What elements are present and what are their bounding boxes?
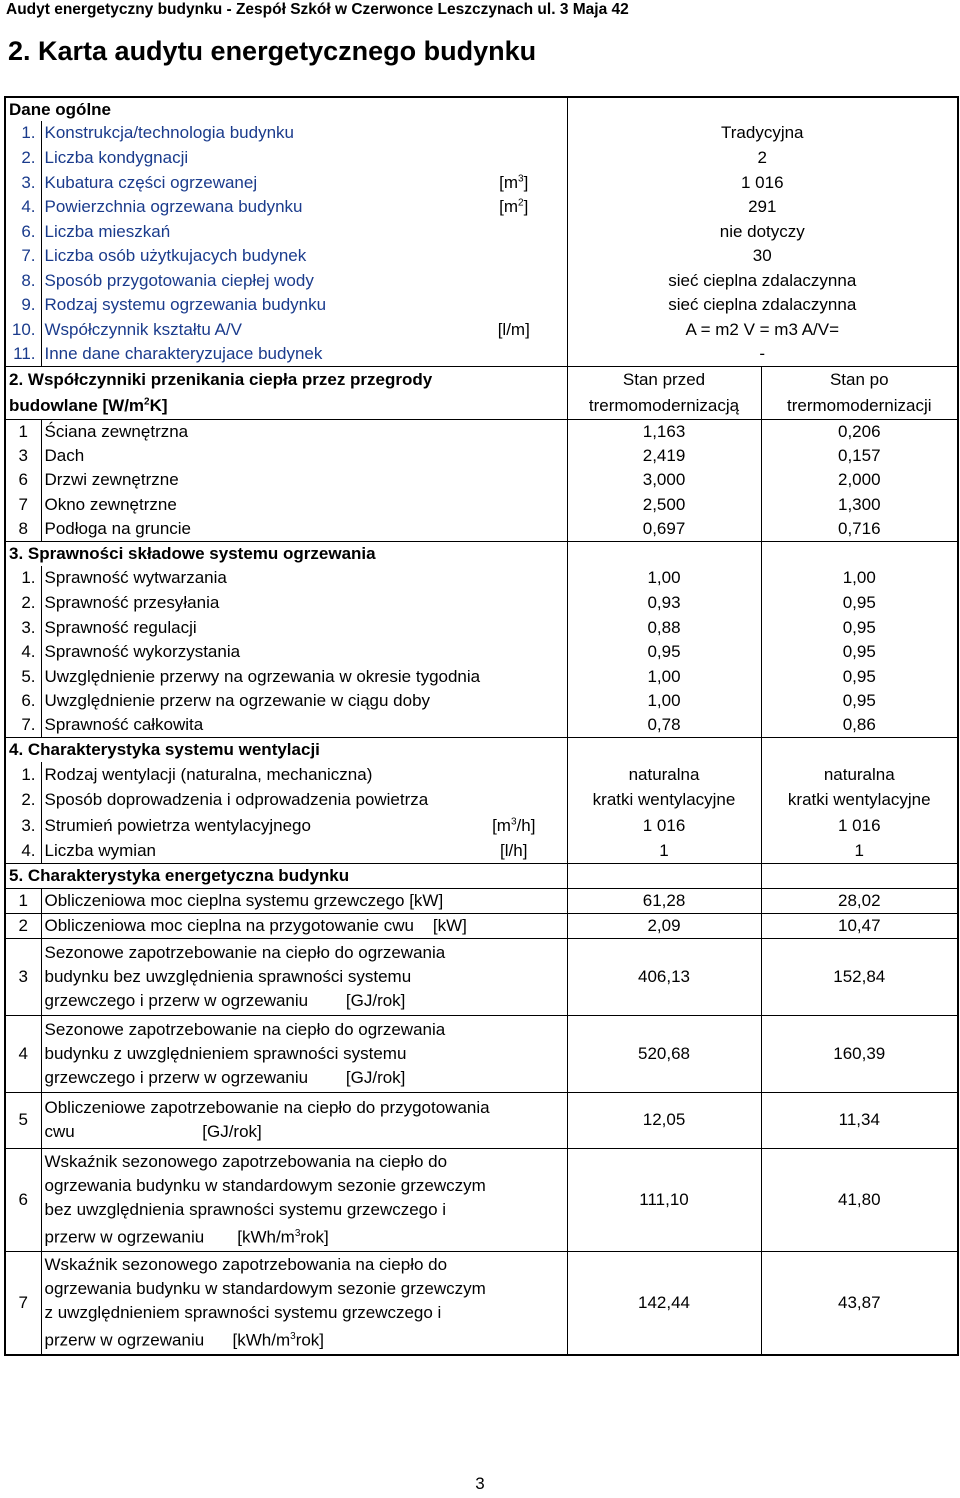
row-label-line: ogrzewania budynku w standardowym sezonie grzewczym (44, 1176, 486, 1196)
row-label (41, 1149, 567, 1252)
row-number: 7 (5, 493, 41, 518)
general-row (5, 146, 958, 171)
value-before: 0,88 (567, 615, 761, 640)
value-before: 1,00 (567, 566, 761, 591)
section-header-partitions-2 (5, 393, 958, 419)
section-title-ventilation: 4. Charakterystyka systemu wentylacji (5, 738, 567, 763)
general-row (5, 268, 958, 293)
value-after: 43,87 (761, 1252, 958, 1355)
row-unit (461, 342, 567, 367)
row-label-line: Obliczeniowe zapotrzebowanie na ciepło do przygotowania (44, 1098, 490, 1118)
empty-cell (567, 542, 761, 567)
row-label: Liczba wymian (44, 840, 156, 860)
section-header-efficiency (5, 542, 958, 567)
section-header-energy (5, 863, 958, 888)
general-row (5, 219, 958, 244)
efficiency-row (5, 664, 958, 689)
row-number: 10. (5, 317, 41, 342)
row-label-line: przerw w ogrzewaniu $[kWh/m^3rok]$ (44, 1227, 329, 1247)
efficiency-row (5, 713, 958, 738)
col-before-header-2: trermomodernizacją (567, 393, 761, 419)
row-label: Konstrukcja/technologia budynku (44, 123, 294, 143)
value-after: 0,95 (761, 689, 958, 714)
row-unit (461, 121, 567, 146)
value-after: 1,300 (761, 493, 958, 518)
row-value: Tradycyjna (567, 121, 958, 146)
value-before: 406,13 (567, 939, 761, 1016)
row-unit (461, 293, 567, 318)
row-label (41, 939, 567, 1016)
value-before: 3,000 (567, 468, 761, 493)
row-number: 3. (5, 615, 41, 640)
row-number: 4. (5, 640, 41, 665)
row-number: 2. (5, 788, 41, 813)
value-after: 0,157 (761, 444, 958, 469)
row-label: Sprawność wytwarzania (44, 568, 227, 588)
row-number: 3. (5, 813, 41, 838)
audit-card-table (4, 96, 959, 1356)
row-number: 1. (5, 121, 41, 146)
row-label-line: grzewczego i przerw w ogrzewaniu [GJ/rok] (44, 1067, 406, 1087)
value-after: 41,80 (761, 1149, 958, 1252)
value-after: 0,95 (761, 591, 958, 616)
general-row (5, 244, 958, 269)
value-before: 1,00 (567, 689, 761, 714)
row-label: Podłoga na gruncie (44, 519, 192, 539)
value-before: 0,95 (567, 640, 761, 665)
row-unit (461, 219, 567, 244)
row-unit: $[m^3/h]$ (492, 815, 536, 835)
value-after: 0,716 (761, 517, 958, 542)
row-number: 1 (5, 888, 41, 913)
section-title-energy: 5. Charakterystyka energetyczna budynku (5, 863, 567, 888)
value-after: 0,95 (761, 615, 958, 640)
efficiency-row (5, 591, 958, 616)
row-number: 8. (5, 268, 41, 293)
value-after: 0,95 (761, 640, 958, 665)
row-number: 2 (5, 913, 41, 938)
row-label: Inne dane charakteryzujace budynek (44, 343, 323, 363)
ventilation-row (5, 838, 958, 863)
col-after-header: Stan po (761, 367, 958, 393)
row-label: Liczba kondygnacji (44, 147, 189, 167)
empty-cell (761, 863, 958, 888)
row-value: A = m2 V = m3 A/V= (567, 317, 958, 342)
value-before: 2,419 (567, 444, 761, 469)
row-number: 11. (5, 342, 41, 367)
value-after: naturalna (761, 762, 958, 787)
row-label: Sprawność całkowita (44, 715, 204, 735)
row-number: 4. (5, 195, 41, 220)
row-number: 4 (5, 1015, 41, 1092)
row-value: sieć cieplna zdalaczynna (567, 268, 958, 293)
row-label-line: bez uwzględnienia sprawności systemu grzewczego i (44, 1200, 447, 1220)
row-label (41, 1092, 567, 1149)
row-label-line: z uwzględnieniem sprawności systemu grzewczego i (44, 1303, 442, 1323)
row-label: Okno zewnętrzne (44, 494, 177, 514)
row-number: 6 (5, 468, 41, 493)
general-row (5, 342, 958, 367)
row-unit (461, 244, 567, 269)
value-before: 520,68 (567, 1015, 761, 1092)
value-before: naturalna (567, 762, 761, 787)
row-label: Rodzaj wentylacji (naturalna, mechaniczna) (44, 765, 373, 785)
row-label: Uwzględnienie przerw na ogrzewanie w ciągu doby (44, 691, 431, 711)
partition-row (5, 517, 958, 542)
row-number: 3. (5, 170, 41, 195)
row-unit (461, 146, 567, 171)
row-unit: [l/h] (500, 840, 528, 860)
row-number: 3 (5, 939, 41, 1016)
row-label-line: Obliczeniowa moc cieplna systemu grzewczego [kW] (44, 890, 444, 910)
partition-row (5, 419, 958, 444)
row-label: Sposób doprowadzenia i odprowadzenia powietrza (44, 790, 429, 810)
value-before: 0,78 (567, 713, 761, 738)
general-row (5, 293, 958, 318)
value-before: 61,28 (567, 888, 761, 913)
col-after-header-2: trermomodernizacji (761, 393, 958, 419)
partition-row (5, 444, 958, 469)
row-label: Liczba osób użytkujacych budynek (44, 246, 307, 266)
row-label-line: ogrzewania budynku w standardowym sezonie grzewczym (44, 1279, 486, 1299)
value-after: 10,47 (761, 913, 958, 938)
value-after: 1 (761, 838, 958, 863)
value-before: 12,05 (567, 1092, 761, 1149)
row-number: 5 (5, 1092, 41, 1149)
row-label-line: budynku z uwzględnieniem sprawności systemu (44, 1043, 407, 1063)
row-number: 2. (5, 146, 41, 171)
row-label-line: grzewczego i przerw w ogrzewaniu [GJ/rok] (44, 990, 406, 1010)
row-label-line: budynku bez uwzględnienia sprawności systemu (44, 966, 412, 986)
section-header-partitions (5, 367, 958, 393)
row-number: 6. (5, 219, 41, 244)
value-before: 1 016 (567, 813, 761, 838)
row-value: 2 (567, 146, 958, 171)
running-header: Audyt energetyczny budynku - Zespół Szkół w Czerwonce Leszczynach ul. 3 Maja 42 (6, 1, 629, 18)
row-label: Kubatura części ogrzewanej (44, 172, 258, 192)
row-label (41, 913, 567, 938)
row-value: nie dotyczy (567, 219, 958, 244)
value-after: 0,95 (761, 664, 958, 689)
row-number: 9. (5, 293, 41, 318)
row-label (41, 1015, 567, 1092)
section-title-partitions-units: budowlane $[W/m^2K]$ (5, 393, 567, 419)
general-row (5, 195, 958, 220)
empty-cell (761, 738, 958, 763)
row-number: 1. (5, 566, 41, 591)
row-unit: $[m^2]$ (499, 197, 529, 217)
value-after: 1,00 (761, 566, 958, 591)
energy-row (5, 939, 958, 1016)
efficiency-row (5, 689, 958, 714)
value-before: 1 (567, 838, 761, 863)
row-number: 7. (5, 244, 41, 269)
row-label: Sprawność wykorzystania (44, 642, 241, 662)
row-number: 1. (5, 762, 41, 787)
row-label: Uwzględnienie przerwy na ogrzewania w okresie tygodnia (44, 666, 481, 686)
row-unit: $[m^3]$ (499, 172, 529, 192)
row-unit (461, 762, 567, 787)
energy-row (5, 913, 958, 938)
row-number: 2. (5, 591, 41, 616)
row-label: Drzwi zewnętrzne (44, 470, 179, 490)
row-value: - (567, 342, 958, 367)
row-label: Powierzchnia ogrzewana budynku (44, 197, 303, 217)
efficiency-row (5, 640, 958, 665)
audit-card-body (5, 97, 958, 1355)
row-label: Rodzaj systemu ogrzewania budynku (44, 295, 327, 315)
value-before: kratki wentylacyjne (567, 788, 761, 813)
row-label-line: Wskaźnik sezonowego zapotrzebowania na ciepło do (44, 1152, 448, 1172)
row-label (41, 1252, 567, 1355)
value-after: 152,84 (761, 939, 958, 1016)
row-label-line: cwu [GJ/rok] (44, 1122, 262, 1142)
page-number: 3 (475, 1474, 485, 1493)
empty-cell (567, 863, 761, 888)
row-label: Dach (44, 445, 85, 465)
row-number: 7. (5, 713, 41, 738)
row-label: Sposób przygotowania ciepłej wody (44, 270, 314, 290)
energy-row (5, 1149, 958, 1252)
ventilation-row (5, 813, 958, 838)
value-after: 2,000 (761, 468, 958, 493)
row-number: 3 (5, 444, 41, 469)
ventilation-row (5, 788, 958, 813)
row-value: 30 (567, 244, 958, 269)
value-after: kratki wentylacyjne (761, 788, 958, 813)
value-before: 0,697 (567, 517, 761, 542)
value-before: 142,44 (567, 1252, 761, 1355)
row-number: 8 (5, 517, 41, 542)
partition-row (5, 468, 958, 493)
section-title-efficiency: 3. Sprawności składowe systemu ogrzewania (5, 542, 567, 567)
ventilation-row (5, 762, 958, 787)
value-before: 0,93 (567, 591, 761, 616)
section-header-general (5, 97, 958, 121)
value-before: 2,500 (567, 493, 761, 518)
row-label: Sprawność przesyłania (44, 592, 220, 612)
row-value: 1 016 (567, 170, 958, 195)
value-after: 28,02 (761, 888, 958, 913)
row-number: 4. (5, 838, 41, 863)
row-label: Liczba mieszkań (44, 221, 171, 241)
row-label-line: Obliczeniowa moc cieplna na przygotowanie cwu [kW] (44, 915, 467, 935)
row-number: 1 (5, 419, 41, 444)
empty-cell (761, 542, 958, 567)
general-row (5, 121, 958, 146)
value-before: 2,09 (567, 913, 761, 938)
efficiency-row (5, 566, 958, 591)
page-title: 2. Karta audytu energetycznego budynku (8, 36, 537, 66)
value-after: 160,39 (761, 1015, 958, 1092)
row-label-line: Sezonowe zapotrzebowanie na ciepło do ogrzewania (44, 942, 446, 962)
row-label: Sprawność regulacji (44, 617, 197, 637)
empty-cell (567, 97, 958, 121)
value-after: 0,206 (761, 419, 958, 444)
value-after: 11,34 (761, 1092, 958, 1149)
row-label-line: Sezonowe zapotrzebowanie na ciepło do ogrzewania (44, 1019, 446, 1039)
value-before: 111,10 (567, 1149, 761, 1252)
row-number: 6 (5, 1149, 41, 1252)
row-label (41, 888, 567, 913)
partition-row (5, 493, 958, 518)
energy-row (5, 888, 958, 913)
row-number: 6. (5, 689, 41, 714)
row-value: 291 (567, 195, 958, 220)
row-value: sieć cieplna zdalaczynna (567, 293, 958, 318)
value-after: 1 016 (761, 813, 958, 838)
section-title-partitions: 2. Współczynniki przenikania ciepła przez przegrody (5, 367, 567, 393)
general-row (5, 170, 958, 195)
row-number: 7 (5, 1252, 41, 1355)
energy-row (5, 1015, 958, 1092)
value-after: 0,86 (761, 713, 958, 738)
general-row (5, 317, 958, 342)
value-before: 1,00 (567, 664, 761, 689)
row-label: Ściana zewnętrzna (44, 421, 189, 441)
row-label-line: przerw w ogrzewaniu $[kWh/m^3rok]$ (44, 1330, 325, 1350)
row-unit: [l/m] (497, 319, 530, 339)
efficiency-row (5, 615, 958, 640)
row-number: 5. (5, 664, 41, 689)
section-header-ventilation (5, 738, 958, 763)
row-label-line: Wskaźnik sezonowego zapotrzebowania na ciepło do (44, 1255, 448, 1275)
section-title-general: Dane ogólne (9, 99, 112, 119)
row-label: Strumień powietrza wentylacyjnego (44, 815, 311, 835)
empty-cell (567, 738, 761, 763)
row-unit (461, 788, 567, 813)
energy-row (5, 1252, 958, 1355)
value-before: 1,163 (567, 419, 761, 444)
col-before-header: Stan przed (567, 367, 761, 393)
row-unit (461, 268, 567, 293)
row-label: Współczynnik kształtu A/V (44, 319, 242, 339)
energy-row (5, 1092, 958, 1149)
